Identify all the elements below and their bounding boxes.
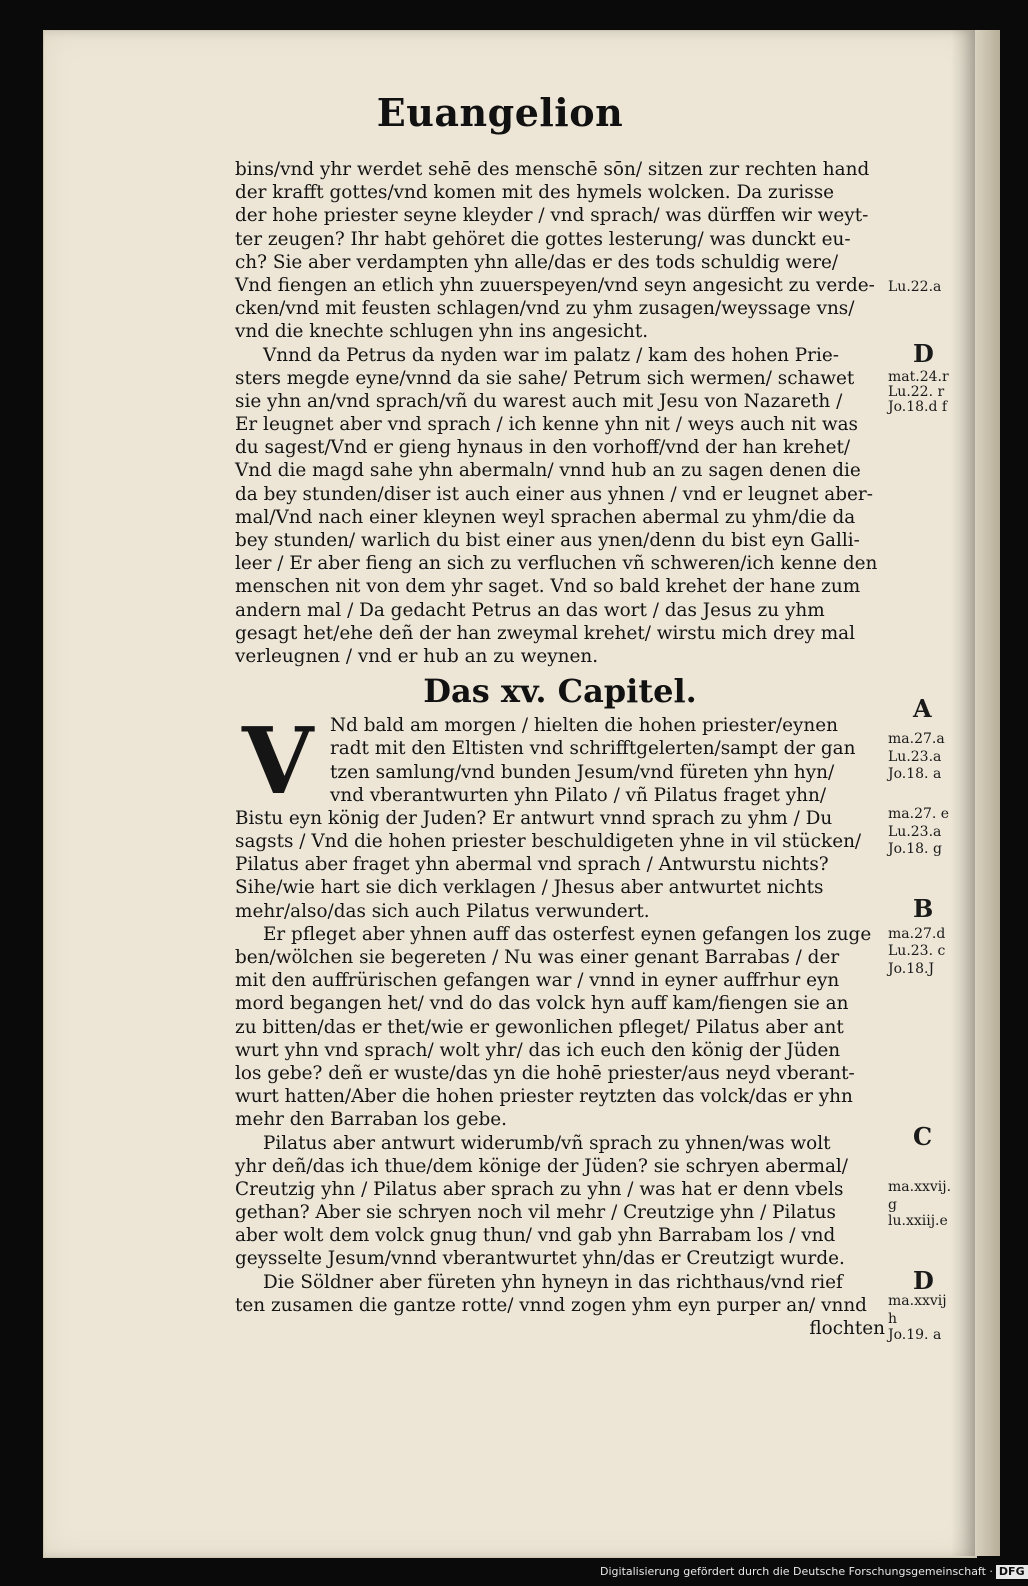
text-line: wurt hatten/Aber die hohen priester reytzten das volck/das er yhn	[235, 1086, 853, 1108]
decorated-initial: V	[242, 707, 314, 815]
text-line: Vnnd da Petrus da nyden war im palatz / kam des hohen Prie-	[263, 344, 839, 366]
cross-reference: Lu.22.a	[888, 279, 942, 295]
text-line: Die Söldner aber füreten yhn hyneyn in das richthaus/vnd rief	[263, 1271, 843, 1293]
page-gutter	[975, 30, 1000, 1556]
text-line: flochten	[809, 1318, 885, 1339]
cross-reference: Jo.18.d f	[888, 399, 948, 415]
text-line: der hohe priester seyne kleyder / vnd sprach/ was dürffen wir weyt-	[235, 205, 869, 227]
text-line: sagsts / Vnd die hohen priester beschuldigeten yhne in vil stücken/	[235, 831, 862, 853]
text-line: tzen samlung/vnd bunden Jesum/vnd füreten yhn hyn/	[330, 761, 835, 783]
cross-reference: Jo.18. g	[888, 841, 942, 857]
text-line: yhr deñ/das ich thue/dem könige der Jüden? sie schryen abermal/	[235, 1155, 848, 1177]
text-line: du sagest/Vnd er gieng hynaus in den vorhoff/vnd der han krehet/	[235, 437, 851, 459]
cross-reference: g	[888, 1197, 897, 1213]
digitization-footer	[600, 1562, 1025, 1582]
text-line: mehr/also/das sich auch Pilatus verwundert.	[235, 900, 650, 922]
text-line: Nd bald am morgen / hielten die hohen priester/eynen	[330, 715, 838, 737]
text-line: ten zusamen die gantze rotte/ vnnd zogen yhm eyn purper an/ vnnd	[235, 1294, 867, 1316]
text-line: verleugnen / vnd er hub an zu weynen.	[235, 645, 599, 667]
text-line: leer / Er aber fieng an sich zu verfluchen vñ schweren/ich kenne den	[235, 553, 878, 575]
text-line: vnd die knechte schlugen yhn ins angesicht.	[235, 321, 649, 343]
cross-reference: ma.27.d	[888, 926, 946, 942]
main-text-block	[235, 158, 885, 1340]
text-line: mehr den Barraban los gebe.	[235, 1109, 507, 1131]
cross-reference: Lu.23. c	[888, 943, 946, 959]
text-line: Sihe/wie hart sie dich verklagen / Jhesus aber antwurtet nichts	[235, 877, 824, 899]
text-line: der krafft gottes/vnd komen mit des hymels wolcken. Da zurisse	[235, 182, 835, 204]
text-line: cken/vnd mit feusten schlagen/vnd zu yhm zusagen/weyssage vns/	[235, 298, 855, 320]
cross-reference: lu.xxiij.e	[888, 1213, 948, 1229]
text-line: ben/wölchen sie begereten / Nu was einer genant Barrabas / der	[235, 947, 840, 968]
text-line: wurt yhn vnd sprach/ wolt yhr/ das ich euch den könig der Jüden	[235, 1039, 841, 1061]
text-line: vnd vberantwurten yhn Pilato / vñ Pilatus fraget yhn/	[330, 784, 827, 806]
text-line: menschen nit von dem yhr saget. Vnd so bald krehet der hane zum	[235, 576, 861, 598]
text-line: bins/vnd yhr werdet sehē des menschē sōn/ sitzen zur rechten hand	[235, 159, 870, 180]
text-line: ch? Sie aber verdampten yhn alle/das er des tods schuldig were/	[235, 251, 839, 273]
text-line: sie yhn an/vnd sprach/vñ du warest auch mit Jesu von Nazareth /	[235, 390, 843, 412]
text-line: Pilatus aber fraget yhn abermal vnd sprach / Antwurstu nichts?	[235, 854, 829, 876]
text-line: mit den auffrürischen gefangen war / vnnd in eyner auffrhur eyn	[235, 970, 840, 992]
text-line: mord begangen het/ vnd do das volck hyn auff kam/fiengen sie an	[235, 993, 849, 1015]
section-letter: D	[913, 339, 934, 368]
text-line: Er pfleget aber yhnen auff das osterfest eynen gefangen los zuge	[263, 923, 872, 945]
text-line: bey stunden/ warlich du bist einer aus ynen/denn du bist eyn Galli-	[235, 530, 860, 551]
text-line: Pilatus aber antwurt widerumb/vñ sprach zu yhnen/was wolt	[263, 1132, 831, 1154]
cross-reference: ma.27. e	[888, 806, 950, 822]
text-line: los gebe? deñ er wuste/das yn die hohē priester/aus neyd vberant-	[235, 1062, 855, 1084]
cross-reference: Jo.19. a	[888, 1327, 942, 1343]
footer-text: Digitalisierung gefördert durch die Deutsche Forschungsgemeinschaft ·	[600, 1565, 993, 1578]
section-letter: B	[913, 894, 934, 923]
text-line: Creutzig yhn / Pilatus aber sprach zu yhn / was hat er denn vbels	[235, 1178, 844, 1200]
text-line: ter zeugen? Ihr habt gehöret die gottes lesterung/ was dunckt eu-	[235, 228, 851, 250]
text-line: gethan? Aber sie schryen noch vil mehr / Creutzige yhn / Pilatus	[235, 1202, 836, 1224]
text-line: radt mit den Eltisten vnd schrifftgelerten/sampt der gan	[330, 738, 856, 760]
text-before-chapter	[235, 158, 885, 668]
cross-reference: mat.24.r	[888, 369, 949, 385]
cross-reference: Lu.23.a	[888, 824, 942, 840]
text-line: andern mal / Da gedacht Petrus an das wort / das Jesus zu yhm	[235, 599, 825, 621]
text-chapter-xv	[235, 707, 885, 1340]
section-letter: D	[913, 1266, 934, 1295]
chapter-title: Das xv. Capitel.	[423, 672, 697, 711]
cross-reference: Jo.18.J	[888, 961, 935, 977]
text-line: zu bitten/das er thet/wie er gewonlichen pfleget/ Pilatus aber ant	[235, 1016, 844, 1038]
cross-reference: h	[888, 1311, 898, 1327]
text-line: aber wolt dem volck gnug thun/ vnd gab yhn Barrabam los / vnd	[235, 1225, 836, 1247]
cross-reference: ma.xxvij	[888, 1293, 947, 1309]
text-line: Er leugnet aber vnd sprach / ich kenne yhn nit / weys auch nit was	[235, 414, 858, 436]
cross-reference: Lu.22. r	[888, 384, 945, 400]
text-line: sters megde eyne/vnnd da sie sahe/ Petrum sich wermen/ schawet	[235, 367, 855, 389]
dfg-logo: DFG	[996, 1565, 1028, 1579]
text-line: Bistu eyn könig der Juden? Er antwurt vnnd sprach zu yhm / Du	[235, 807, 833, 829]
cross-reference: ma.27.a	[888, 731, 945, 747]
text-line: geysselte Jesum/vnnd vberantwurtet yhn/das er Creutzigt wurde.	[235, 1248, 845, 1270]
running-title: Euangelion	[376, 90, 624, 135]
text-line: da bey stunden/diser ist auch einer aus yhnen / vnd er leugnet aber-	[235, 483, 873, 505]
text-line: Vnd die magd sahe yhn abermaln/ vnnd hub an zu sagen denen die	[235, 460, 861, 482]
cross-reference: ma.xxvij.	[888, 1179, 952, 1195]
text-line: gesagt het/ehe deñ der han zweymal krehet/ wirstu mich drey mal	[235, 622, 856, 644]
cross-reference: Jo.18. a	[888, 766, 942, 782]
cross-reference: Lu.23.a	[888, 749, 942, 765]
text-line: Vnd fiengen an etlich yhn zuuerspeyen/vnd seyn angesicht zu verde-	[235, 274, 875, 296]
section-letter: C	[913, 1122, 933, 1151]
text-line: mal/Vnd nach einer kleynen weyl sprachen abermal zu yhm/die da	[235, 506, 856, 528]
section-letter: A	[913, 694, 932, 723]
